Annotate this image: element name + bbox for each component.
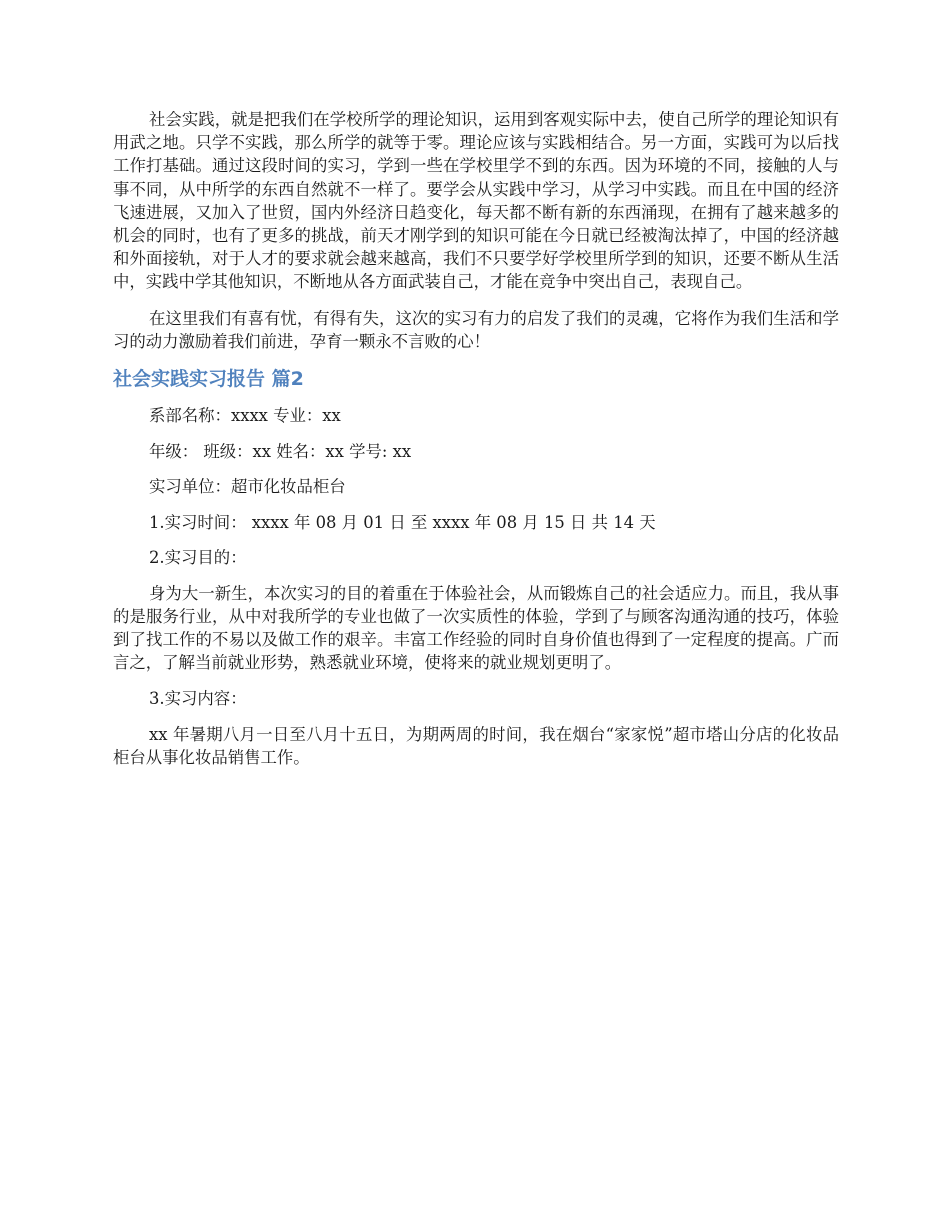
department-field: 系部名称：xxxx 专业：xx xyxy=(149,406,341,426)
grade-field: 年级： 班级：xx 姓名：xx 学号: xx xyxy=(149,441,412,461)
intro-paragraph-1: 社会实践，就是把我们在学校所学的理论知识，运用到客观实际中去，使自己所学的理论知识有用武之地。只学不实践，那么所学的就等于零。理论应该与实践相结合。另一方面，实践可为以后找工作打基础。通过这段时间的实习，学到一些在学校里学不到的东西。因为环境的不同，接触的人与事不同，从中所学的东西自然就不一样了。要学会从实践中学习，从学习中实践。而且在中国的经济飞速进展，又加入了世贸，国内外经济日趋变化，每天都不断有新的东西涌现，在拥有了越来越多的机会的同时，也有了更多的挑战，前天才刚学到的知识可能在今日就已经被淘汰掉了，中国的经济越和外面接轨，对于人才的要求就会越来越高，我们不只要学好学校里所学到的知识，还要不断从生活中，实践中学其他知识，不断地从各方面武装自己，才能在竞争中突出自己，表现自己。 xyxy=(113,110,839,292)
intro-paragraph-2: 在这里我们有喜有忧，有得有失，这次的实习有力的启发了我们的灵魂，它将作为我们生活和学习的动力激励着我们前进，孕育一颗永不言败的心！ xyxy=(113,308,839,351)
purpose-label: 2.实习目的： xyxy=(149,548,247,568)
content-label: 3.实习内容： xyxy=(149,689,247,709)
purpose-paragraph: 身为大一新生，本次实习的目的着重在于体验社会，从而锻炼自己的社会适应力。而且，我从事的是服务行业，从中对我所学的专业也做了一次实质性的体验，学到了与顾客沟通沟通的技巧，体验到了找工作的不易以及做工作的艰辛。丰富工作经验的同时自身价值也得到了一定程度的提高。广而言之，了解当前就业形势，熟悉就业环境，使将来的就业规划更明了。 xyxy=(113,583,839,673)
document-page xyxy=(113,108,839,769)
content-paragraph: xx 年暑期八月一日至八月十五日，为期两周的时间，我在烟台“家家悦”超市塔山分店的化妆品柜台从事化妆品销售工作。 xyxy=(113,724,839,768)
time-field: 1.实习时间： xxxx 年 08 月 01 日 至 xxxx 年 08 月 15 日 共 14 天 xyxy=(149,512,656,532)
section-heading: 社会实践实习报告 篇2 xyxy=(113,368,304,391)
unit-field: 实习单位：超市化妆品柜台 xyxy=(149,477,346,497)
